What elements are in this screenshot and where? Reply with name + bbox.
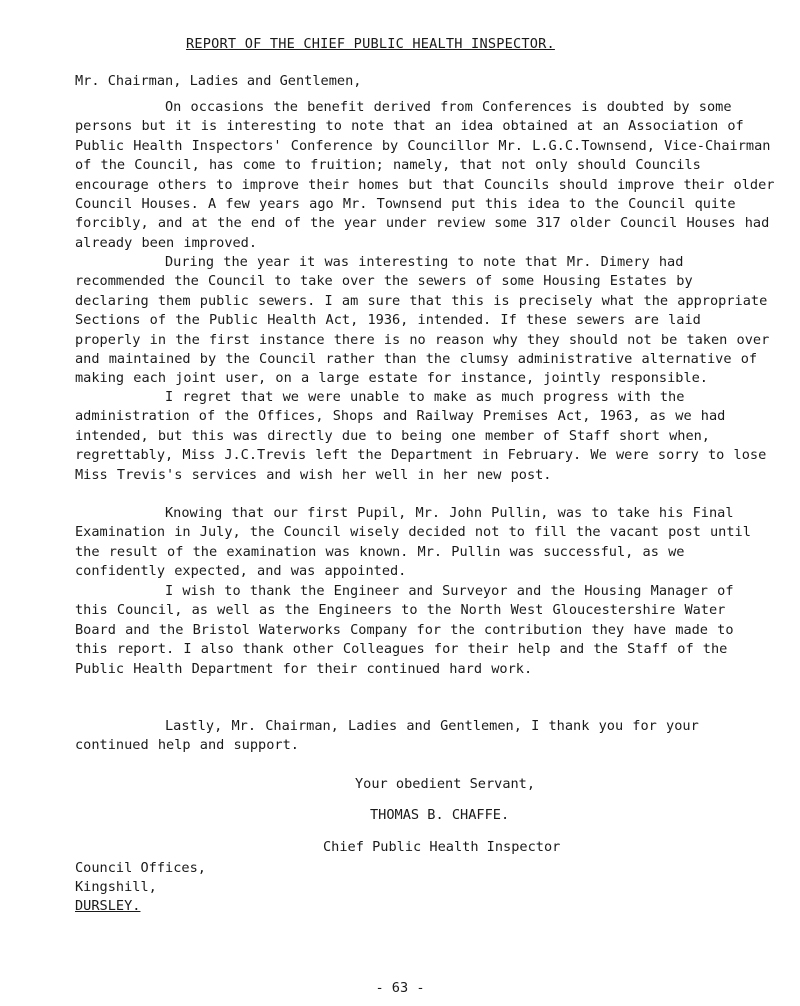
paragraph-offices-shops-act: I regret that we were unable to make as much progress with the administration of the Offices, Shops and Railway Premises Act, 1963, as we had intended, but this was directly due to being one member of Staff short when, regrettably, Miss J.C.Trevis left the Department in February. We were sorry to lose Miss Trevis's services and wish her well in her new post. <box>75 389 767 483</box>
paragraph-pupil: Knowing that our first Pupil, Mr. John Pullin, was to take his Final Examination in July, the Council wisely decided not to fill the vacant post until the result of the examination was known. Mr. Pullin was successful, as we confidently expected, and was appointed. <box>75 505 751 580</box>
report-heading: REPORT OF THE CHIEF PUBLIC HEALTH INSPECTOR. <box>186 36 555 52</box>
paragraph-conferences: On occasions the benefit derived from Conferences is doubted by some persons but it is interesting to note that an idea obtained at an Association of Public Health Inspectors' Conference by Councillor Mr. L.G.C.Townsend, Vice-Chairman of the Council, has come to fruition; namely, that not only should Councils encourage others to improve their homes but that Councils should improve their older Council Houses. A few years ago Mr. Townsend put this idea to the Council quite forcibly, and at the end of the year under review some 317 older Council Houses had already been improved. <box>75 99 775 251</box>
signatory-title: Chief Public Health Inspector <box>323 839 561 855</box>
address-line-offices: Council Offices, <box>75 860 206 876</box>
address-block <box>75 859 206 916</box>
paragraph-sewers: During the year it was interesting to note that Mr. Dimery had recommended the Council to take over the sewers of some Housing Estates by declaring them public sewers. I am sure that this is precisely what the appropriate Sections of the Public Health Act, 1936, intended. If these sewers are laid properly in the first instance there is no reason why they should not be taken over and maintained by the Council rather than the clumsy administrative alternative of making each joint user, on a large estate for instance, jointly responsible. <box>75 254 770 387</box>
signatory-name: THOMAS B. CHAFFE. <box>370 807 510 823</box>
salutation: Mr. Chairman, Ladies and Gentlemen, <box>75 73 362 89</box>
closing-phrase: Your obedient Servant, <box>355 776 536 792</box>
page-number: - 63 - <box>375 980 425 996</box>
paragraph-closing: Lastly, Mr. Chairman, Ladies and Gentlemen, I thank you for your continued help and support. <box>75 718 699 754</box>
address-line-town: DURSLEY. <box>75 898 141 914</box>
address-line-kingshill: Kingshill, <box>75 879 157 895</box>
paragraph-thanks: I wish to thank the Engineer and Surveyor and the Housing Manager of this Council, as well as the Engineers to the North West Gloucestershire Water Board and the Bristol Waterworks Company for the contribution they have made to this report. I also thank other Colleagues for their help and the Staff of the Public Health Department for their continued hard work. <box>75 583 734 677</box>
